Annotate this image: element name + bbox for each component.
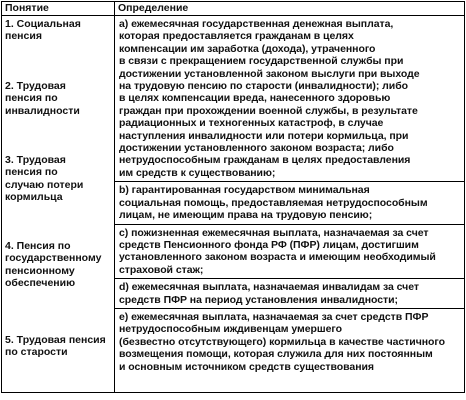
definition-line: е) ежемесячная выплата, назначаемая за счет средств ПФР xyxy=(119,310,429,323)
term-5 xyxy=(5,334,113,359)
term-line: обеспечению xyxy=(5,277,76,290)
definition-line: нетрудоспособным гражданам в целях предоставления xyxy=(119,154,411,167)
term-line: 5. Трудовая пенсия xyxy=(5,334,106,346)
term-line: 2. Трудовая xyxy=(5,80,66,92)
term-3 xyxy=(5,154,113,204)
term-2 xyxy=(5,80,113,117)
definition-line: лицам, не имеющим права на трудовую пенсию; xyxy=(119,209,373,222)
definition-d xyxy=(115,278,464,306)
definition-line: радиационных и техногенных катастроф, в случае xyxy=(119,117,384,130)
definitions-cell xyxy=(115,16,465,393)
definition-line: с) пожизненная ежемесячная выплата, назначаемая за счет xyxy=(119,226,429,239)
definition-line: нетрудоспособным иждивенцам умершего xyxy=(119,323,342,336)
definition-line: на трудовую пенсию по старости (инвалидности); либо xyxy=(119,80,409,93)
definition-line: установленного законом возраста и имеющим необходимый xyxy=(119,251,436,264)
term-line: 4. Пенсия по xyxy=(5,240,71,252)
definition-line: возмещения помощи, которая служила для них постоянным xyxy=(119,348,433,361)
term-line: пенсия по xyxy=(5,166,58,179)
definition-c xyxy=(115,224,464,277)
definition-line: достижении установленного законом возраста; либо xyxy=(119,142,394,155)
definition-line: граждан при прохождении военной службы, в результате xyxy=(119,104,418,117)
definition-line: b) гарантированная государством минимальная xyxy=(119,184,370,197)
term-4 xyxy=(5,240,113,290)
definition-line: наступления инвалидности или потери кормильца, при xyxy=(119,129,409,142)
definition-line: средств ПФР на период установления инвалидности; xyxy=(119,293,398,306)
table-row xyxy=(2,16,465,393)
definition-line: страховой стаж; xyxy=(119,263,204,276)
definition-line: социальная помощь, предоставляемая нетрудоспособным xyxy=(119,196,428,209)
definition-line: им средств к существованию; xyxy=(119,166,276,179)
definition-a xyxy=(119,18,461,179)
table-header-row xyxy=(2,2,465,16)
term-line: по старости xyxy=(5,346,68,359)
term-1 xyxy=(5,18,113,43)
term-line: пенсия xyxy=(5,30,42,43)
definition-line: в целях компенсации вреда, нанесенного здоровью xyxy=(119,92,391,105)
terms-list xyxy=(5,18,111,392)
definition-line: d) ежемесячная выплата, назначаемая инвалидам за счет xyxy=(119,281,419,294)
concepts-table xyxy=(1,1,465,393)
term-line: пенсионному xyxy=(5,264,75,277)
term-line: пенсия по xyxy=(5,92,58,105)
term-line: государственному xyxy=(5,252,102,265)
definition-b xyxy=(115,181,464,221)
definition-line: и основным источником средств существования xyxy=(119,360,374,373)
term-line: инвалидности xyxy=(5,104,80,117)
term-line: кормильца xyxy=(5,191,63,204)
term-line: 3. Трудовая xyxy=(5,154,66,166)
term-line: 1. Социальная xyxy=(5,18,81,30)
definition-line: в связи с прекращением государственной службы при xyxy=(119,55,404,68)
definition-line: компенсации им заработка (дохода), утраченного xyxy=(119,42,376,55)
definition-line: которая предоставляется гражданам в целях xyxy=(119,30,354,43)
definition-line: достижении установленной законом выслуги при выходе xyxy=(119,67,420,80)
terms-cell xyxy=(2,16,115,393)
definition-line: средств Пенсионного фонда РФ (ПФР) лицам, достигшим xyxy=(119,238,419,251)
definition-line: (безвестно отсутствующего) кормильца в качестве частичного xyxy=(119,335,445,348)
term-line: случаю потери xyxy=(5,178,84,191)
header-definition: Определение xyxy=(115,2,465,16)
definition-e xyxy=(115,308,464,373)
header-concept: Понятие xyxy=(2,2,115,16)
definition-line: а) ежемесячная государственная денежная выплата, xyxy=(119,18,394,30)
